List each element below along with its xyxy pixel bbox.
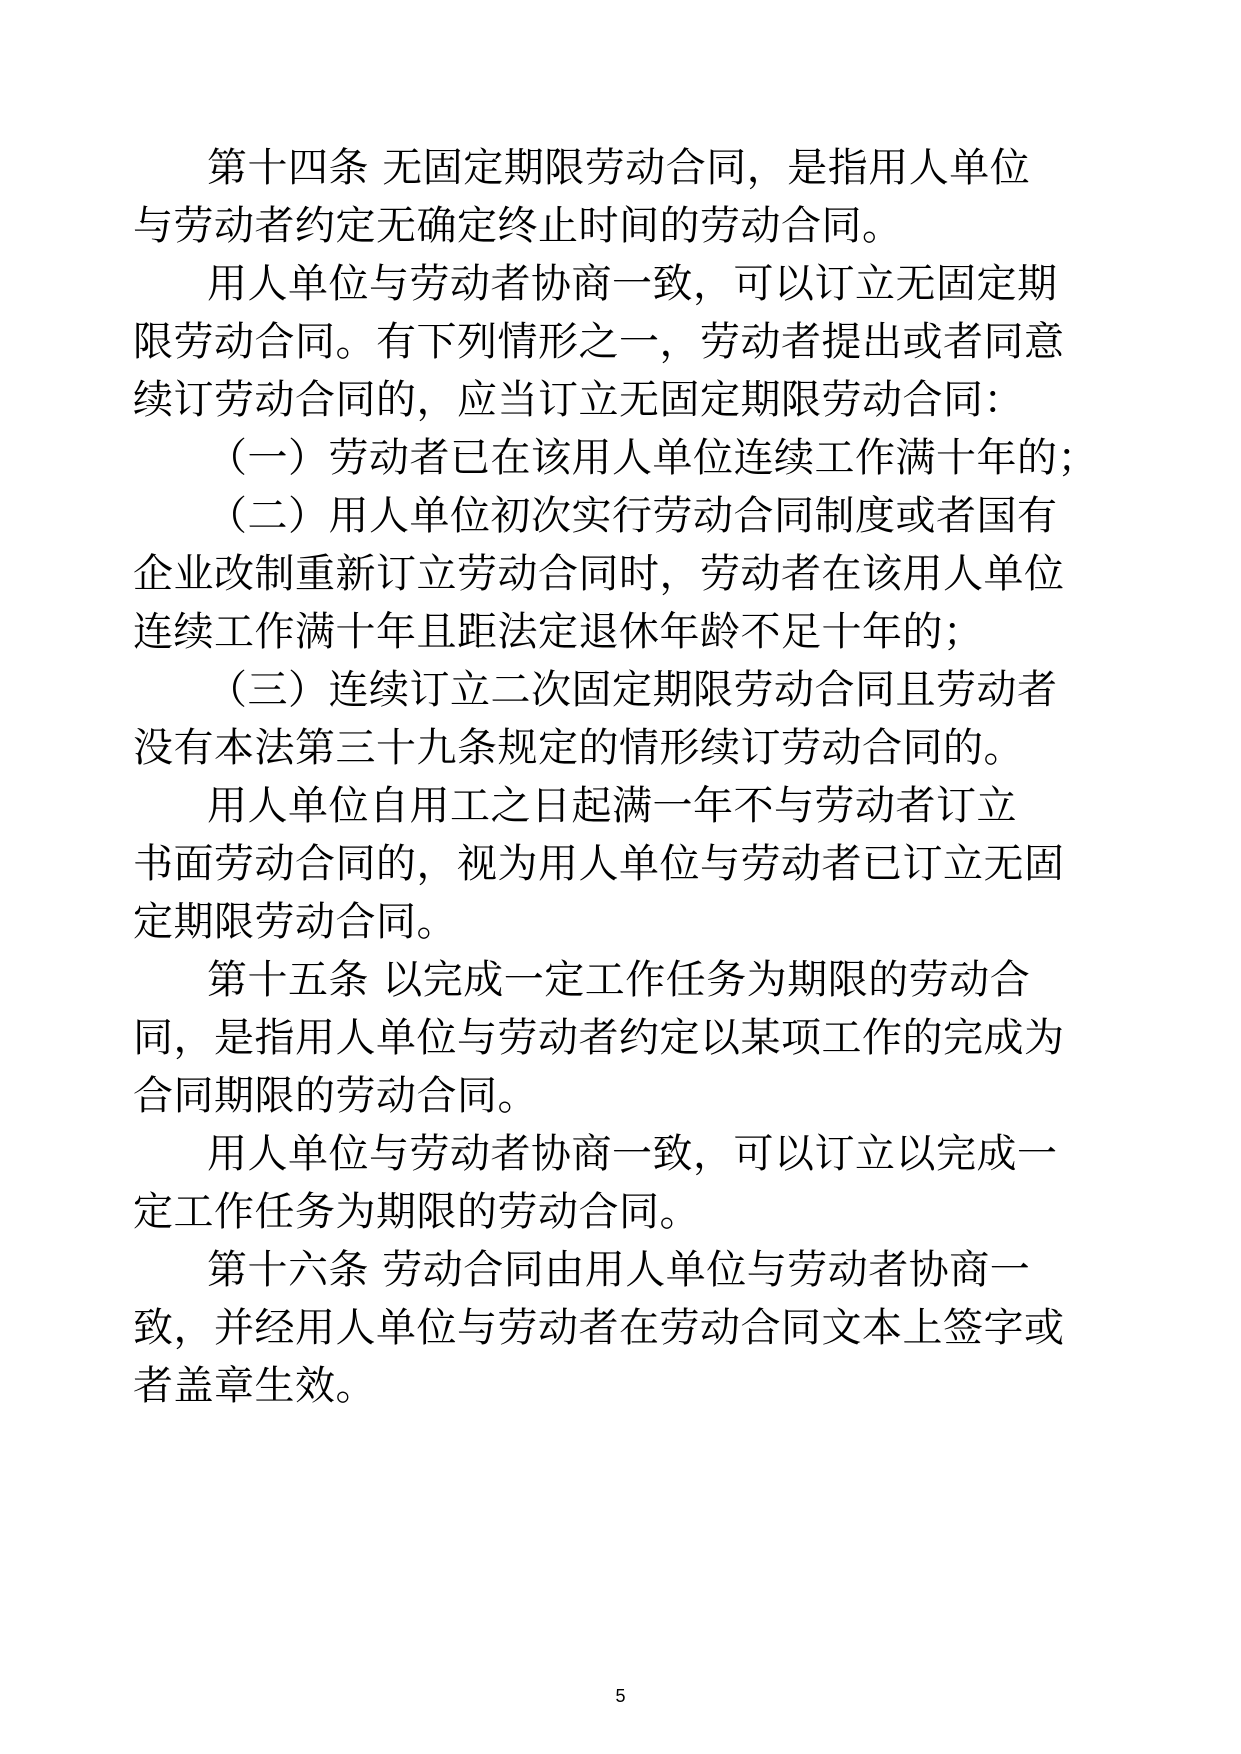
text-line: （一）劳动者已在该用人单位连续工作满十年的；	[207, 435, 1098, 481]
text-line: 合同期限的劳动合同。	[133, 1073, 538, 1119]
text-line: 与劳动者约定无确定终止时间的劳动合同。	[133, 203, 903, 249]
text-line: 用人单位与劳动者协商一致，可以订立无固定期	[207, 261, 1058, 307]
text-line: （二）用人单位初次实行劳动合同制度或者国有	[207, 493, 1058, 539]
text-line: 限劳动合同。有下列情形之一，劳动者提出或者同意	[133, 319, 1065, 365]
text-line: 用人单位与劳动者协商一致，可以订立以完成一	[207, 1131, 1058, 1177]
text-line: （三）连续订立二次固定期限劳动合同且劳动者	[207, 667, 1058, 713]
page-number: 5	[615, 1686, 626, 1706]
text-line: 书面劳动合同的，视为用人单位与劳动者已订立无固	[133, 841, 1065, 887]
text-line: 第十五条 以完成一定工作任务为期限的劳动合	[207, 957, 1031, 1003]
text-line: 用人单位自用工之日起满一年不与劳动者订立	[207, 783, 1017, 829]
text-line: 致，并经用人单位与劳动者在劳动合同文本上签字或	[133, 1305, 1065, 1351]
text-line: 连续工作满十年且距法定退休年龄不足十年的；	[133, 609, 984, 655]
text-line: 企业改制重新订立劳动合同时，劳动者在该用人单位	[133, 551, 1065, 597]
text-line: 定工作任务为期限的劳动合同。	[133, 1189, 700, 1235]
text-line: 者盖章生效。	[133, 1363, 376, 1409]
text-line: 第十六条 劳动合同由用人单位与劳动者协商一	[207, 1247, 1031, 1293]
text-line: 没有本法第三十九条规定的情形续订劳动合同的。	[133, 725, 1024, 771]
text-line: 续订劳动合同的，应当订立无固定期限劳动合同：	[133, 377, 1024, 423]
text-line: 定期限劳动合同。	[133, 899, 457, 945]
text-line: 第十四条 无固定期限劳动合同，是指用人单位	[207, 145, 1031, 191]
text-line: 同，是指用人单位与劳动者约定以某项工作的完成为	[133, 1015, 1065, 1061]
